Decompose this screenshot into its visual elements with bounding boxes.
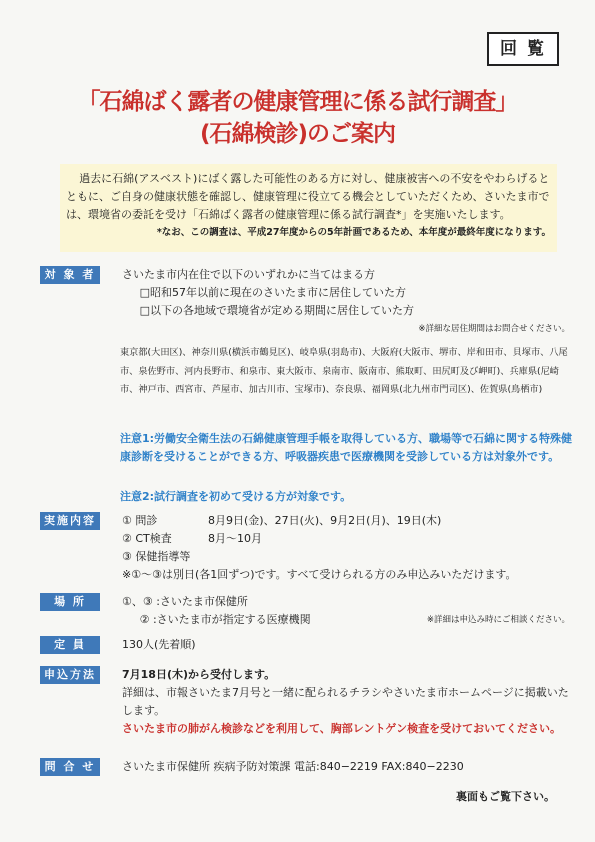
- apply-label: 申込方法: [40, 666, 100, 684]
- content-item-1-dates: 8月9日(金)、27日(火)、9月2日(月)、19日(木): [208, 514, 442, 527]
- target-option-2: □以下の各地域で環境省が定める期間に居住していた方: [139, 304, 414, 317]
- page-title: [30, 86, 565, 150]
- circulation-stamp: 回 覧: [487, 32, 559, 66]
- content-item-2-dates: 8月～10月: [208, 532, 262, 545]
- contact-value: さいたま市保健所 疾病予防対策課 電話:840−2219 FAX:840−2230: [122, 760, 464, 773]
- apply-body: [122, 666, 570, 738]
- place-line-1: ①、③ :さいたま市保健所: [122, 595, 248, 608]
- place-note: ※詳細は申込み時にご相談ください。: [426, 615, 570, 625]
- intro-box: [60, 164, 557, 252]
- place-line-2: ② :さいたま市が指定する医療機関: [139, 613, 311, 626]
- intro-text: 過去に石綿(アスベスト)にばく露した可能性のある方に対し、健康被害への不安をやわらげるとともに、ご自身の健康状態を確認し、健康管理に役立てる機会としていただくため、さいたま市では、環境省の委託を受け「石綿ばく露者の健康管理に係る試行調査*」を実施いたします。: [66, 172, 550, 221]
- title-line-2: (石綿検診)のご案内: [199, 121, 396, 147]
- target-note-2: 注意2:試行調査を初めて受ける方が対象です。: [120, 490, 352, 503]
- content-item-2-name: ② CT検査: [122, 532, 172, 545]
- place-label: 場 所: [40, 593, 100, 611]
- content-item-3: ③ 保健指導等: [122, 550, 191, 563]
- target-content: [122, 266, 570, 338]
- content-item-1-name: ① 問診: [122, 514, 158, 527]
- apply-start: 7月18日(木)から受付します。: [122, 668, 276, 681]
- content-label: 実施内容: [40, 512, 100, 530]
- capacity-label: 定 員: [40, 636, 100, 654]
- target-areas: 東京都(大田区)、神奈川県(横浜市鶴見区)、岐阜県(羽島市)、大阪府(大阪市、堺市、岸和田市、貝塚市、八尾市、泉佐野市、河内長野市、和泉市、東大阪市、泉南市、阪南市、熊取町、田尻町及び岬町)、兵庫県(尼崎市、神戸市、西宮市、芦屋市、加古川市、宝塚市)、奈良県、福岡県(北九州市門司区)、佐賀県(鳥栖市): [120, 347, 568, 395]
- capacity-value: 130人(先着順): [122, 638, 196, 651]
- apply-detail: 詳細は、市報さいたま7月号と一緒に配られるチラシやさいたま市ホームページに掲載いたします。: [122, 686, 569, 717]
- place-body: [122, 593, 570, 629]
- intro-note: *なお、この調査は、平成27年度からの5年計画であるため、本年度が最終年度になります。: [156, 227, 551, 238]
- target-detail-note: ※詳細な居住期間はお問合せください。: [418, 324, 570, 334]
- title-line-1: 「石綿ばく露者の健康管理に係る試行調査」: [77, 89, 518, 115]
- target-label: 対 象 者: [40, 266, 100, 284]
- target-option-1: □昭和57年以前に現在のさいたま市に居住していた方: [139, 286, 406, 299]
- target-note-1: 注意1:労働安全衛生法の石綿健康管理手帳を取得している方、職場等で石綿に関する特殊健康診断を受けることができる方、呼吸器疾患で医療機関を受診している方は対象外です。: [120, 432, 573, 463]
- footer-note: 裏面もご覧下さい。: [456, 790, 555, 803]
- apply-red-note: さいたま市の肺がん検診などを利用して、胸部レントゲン検査を受けておいてください。: [122, 722, 562, 735]
- content-body: [122, 512, 570, 584]
- contact-label: 問 合 せ: [40, 758, 100, 776]
- content-note: ※①～③は別日(各1回ずつ)です。すべて受けられる方のみ申込みいただけます。: [122, 568, 517, 581]
- target-line1: さいたま市内在住で以下のいずれかに当てはまる方: [122, 268, 375, 281]
